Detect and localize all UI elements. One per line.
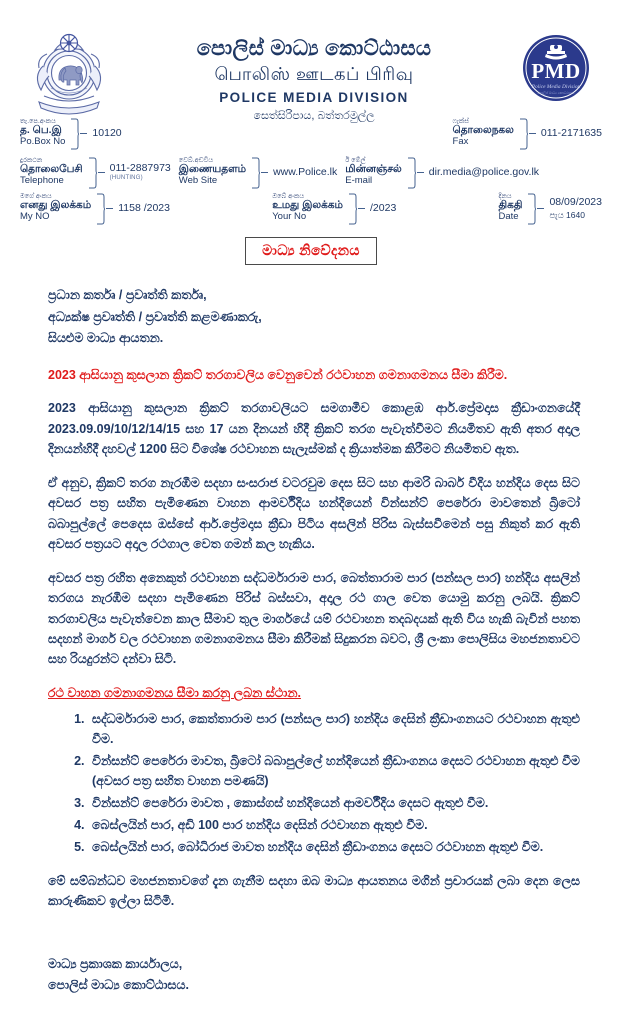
my-no-label-tamil: எனது இலக்கம் (20, 199, 92, 212)
addressee-line-2: අධ්‍යක්ෂ ප්‍රවෘත්ති / ප්‍රවෘත්ති කළමණාකරු, (48, 309, 262, 324)
reference-my-no (20, 193, 170, 223)
email-label-english: E-mail (345, 175, 373, 187)
header-address: සෙත්සිරිපාය, බත්තරමුල්ල (253, 110, 375, 123)
svg-text:PMD: PMD (531, 59, 581, 83)
list-item: 3. වින්සන්ට් පෙරේරා මාවත , කොස්ගස් හන්දියෙන් ආමර්වීදිය දෙසට ඇතුළු වීම. (88, 793, 580, 813)
paragraph-1: 2023 ආසියානු කුසලාන ක්‍රිකට් තරගාවලියට සමගාමීව කොළඹ ආර්.ප්‍රේමදාස ක්‍රීඩාංගනයේදී 2023.09.09/10/12/14/15 සහ 17 යන දිනයන් හිදී ක්‍රිකට් තරග පැවැත්වීමට නියමිතව ඇති අතර අදාල දිනයන්හිදී දහවල් 1200 සිට විශේෂ රථවාහන සැලැස්මක් ද ක්‍රියාත්මක කිරීමට නියමිතව ඇත. (48, 401, 580, 456)
title-sinhala: පොලිස් මාධ්‍ය කොට්ඨාසය (196, 37, 432, 60)
your-no-label-sinhala: ඔබේ අංකය (272, 193, 305, 201)
contact-email (345, 157, 539, 187)
brace-decoration (96, 193, 105, 223)
paragraph-2: ඒ අනුව, ක්‍රිකට් තරග නැරඹීම සදහා සංසරාජ වටරවුම දෙස සිට සහ ආමරි බාබර් වීදිය හන්දිය දෙස සිට අවසර පත්‍ර සහිත පැමිණෙන වාහන ආමර්වීදිය හන්දියෙන් වින්සන්ට් පෙරේරා මාවතෙන් බ්‍රිටෝ බබාපුල්ලේ පෙදෙස ඔස්සේ ආර්.ප්‍රේමදාස ක්‍රීඩා පිටිය අසලින් පිරිස බැස්සවීමෙන් පසු නිකුත් කර ඇති අවසර පත්‍රයට අදාල රථගාල වෙත ගමන් කල හැකිය. (48, 476, 580, 551)
website-label-english: Web Site (178, 175, 218, 187)
header-titles (112, 28, 516, 126)
restricted-places-list (48, 709, 580, 857)
list-item: 1. සද්ධර්මාරාම පාර, කෙත්තාරාම පාර (පන්සල පාර) හන්දිය දෙසින් ක්‍රීඩාංගනයට රථවාහන ඇතුළු වීම. (88, 709, 580, 749)
fax-label-sinhala: ෆැක්ස් (452, 118, 470, 126)
website-label-sinhala: වෙබ්.අඩවිය (178, 157, 214, 165)
date-label-sinhala: දිනය (498, 193, 512, 201)
date-value (549, 196, 602, 220)
date-time-text: පැය 1640 (549, 209, 585, 220)
brace-dash (358, 208, 365, 209)
sri-lanka-police-crest-icon (26, 28, 112, 120)
brace-dash (106, 208, 113, 209)
contact-row-2 (20, 157, 602, 187)
contact-telephone (20, 157, 171, 187)
addressee-block (48, 285, 580, 350)
email-label-tamil: மின்னஞ்சல் (345, 163, 402, 176)
places-heading-wrap (48, 669, 580, 703)
pobox-value: 10120 (92, 126, 122, 139)
contact-fax (453, 118, 602, 148)
signature-block (48, 954, 580, 997)
telephone-label-tamil: தொலைபேசி (20, 163, 83, 176)
your-no-value: /2023 (370, 201, 397, 214)
brace-decoration (407, 157, 416, 187)
my-no-label-sinhala: මගේ අංකය (20, 193, 52, 201)
signature-line-2: පොලිස් මාධ්‍ය කොට්ඨාසය. (48, 977, 189, 992)
fax-value: 011-2171635 (540, 126, 602, 139)
list-item: 5. බෙස්ලයින් පාර, බෝධිරාජ මාවත හන්දිය දෙසින් ක්‍රීඩාංගනය දෙසට රථවාහන ඇතුළු වීම. (88, 837, 580, 857)
brace-decoration (70, 118, 79, 148)
reference-your-no (272, 193, 396, 223)
telephone-value (110, 162, 171, 183)
reference-date (499, 193, 603, 223)
contact-website (179, 157, 337, 187)
date-text: 08/09/2023 (549, 196, 602, 209)
headline: 2023 ආසියානු කුසලාන ක්‍රිකට් තරගාවලිය වෙනුවෙන් රථවාහන ගමනාගමනය සීමා කිරීම. (48, 367, 508, 382)
reference-details (0, 191, 622, 223)
pobox-label-tamil: த. பெ.இ (20, 124, 62, 137)
telephone-label-english: Telephone (20, 175, 64, 187)
your-no-label-tamil: உமது இலக்கம் (272, 199, 344, 212)
brace-decoration (519, 118, 528, 148)
fax-label-tamil: தொலைநகல (452, 124, 514, 137)
svg-text:පොලිස් මාධ්‍ය කොට්ඨාසය: පොලිස් මාධ්‍ය කොට්ඨාසය (537, 91, 575, 95)
date-label-tamil: திகதி (498, 199, 523, 212)
media-release-badge-wrap (0, 237, 622, 265)
svg-text:Police Media Division: Police Media Division (531, 84, 581, 90)
document-body (0, 265, 622, 996)
pmd-logo-icon (516, 28, 596, 104)
addressee-line-3: සියළුම මාධ්‍ය ආයතන. (48, 331, 164, 345)
media-release-badge: මාධ්‍ය නිවේදනය (245, 237, 377, 265)
website-value[interactable]: www.Police.lk (273, 165, 338, 178)
pobox-label-english: Po.Box No (20, 136, 66, 148)
addressee-line-1: ප්‍රධාන කර්තෘ / ප්‍රවෘත්ති කර්තෘ, (48, 288, 207, 302)
website-label-tamil: இணையதளம் (178, 163, 247, 176)
reference-row (20, 193, 602, 223)
list-item: 4. බෙස්ලයින් පාර, අඩි 100 පාර හන්දිය දෙසින් රථවාහන ඇතුළු වීම. (88, 815, 580, 835)
brace-decoration (348, 193, 357, 223)
email-label-sinhala: ඊ මේල් (345, 157, 366, 165)
brace-dash (261, 172, 268, 173)
brace-dash (417, 172, 424, 173)
my-no-value: 1158 /2023 (118, 201, 170, 214)
title-tamil: பொலிஸ் ஊடகப் பிரிவு (214, 64, 414, 85)
telephone-label-sinhala: දුරකථන (20, 157, 43, 165)
brace-decoration (527, 193, 536, 223)
fax-label-english: Fax (452, 136, 469, 148)
brace-dash (98, 172, 105, 173)
places-heading: රථ වාහන ගමනාගමනය සීමා කරනු ලබන ස්ථාන. (48, 686, 301, 701)
signature-line-1: මාධ්‍ය ප්‍රකාශක කාර්යාලය, (48, 956, 183, 971)
brace-decoration (88, 157, 97, 187)
my-no-label-english: My NO (20, 211, 50, 223)
your-no-label-english: Your No (272, 211, 307, 223)
telephone-hunting-note: (HUNTING) (109, 175, 143, 182)
list-item: 2. වින්සන්ට් පෙරේරා මාවත, බ්‍රිටෝ බබාපුල්ලේ හන්දියෙන් ක්‍රීඩාංගනය දෙසට රථවාහන ඇතුළු වීම (අවසර පත්‍ර සහිත වාහන පමණයි) (88, 751, 580, 791)
email-value[interactable]: dir.media@police.gov.lk (428, 165, 540, 178)
contact-pobox (20, 118, 122, 148)
closing-paragraph: මේ සම්බන්ධව මහජනතාවගේ දැන ගැනීම සදහා ඔබ මාධ්‍ය ආයතනය මගින් ප්‍රචාරයක් ලබා දෙන ලෙස කාරුණිකව ඉල්ලා සිටිමි. (48, 874, 580, 909)
pobox-label-sinhala: තැ.පෙ.අංකය (20, 118, 56, 126)
paragraph-3: අවසර පත්‍ර රහිත අනෙකුත් රථවාහන සද්ධර්මාරාම පාර, බෙත්තාරාම පාර (පන්සල පාර) හන්දිය අසලින් තරගය නැරඹීම සදහා පැමිණෙන පිරිස් බස්සවා, අදාල රථ ගාල වෙත යොමු කරනු ලබයි. ක්‍රිකට් තරගාවලිය පැවැත්වෙන කාල සීමාව තුල මාර්ගයේ යම් රථවාහන තදබදයක් ඇති විය හැකි බැවින් පහත සදහන් මාර්ග වල රථවාහන ගමනාගමනය සීමා කිරීමක් සිදුකරන බවට, ශ්‍රී ලංකා පොලිසිය මහජනතාවට සහ රියදුරන්ට දන්වා සිටි. (48, 571, 580, 666)
telephone-number: 011-2887973 (109, 161, 171, 174)
brace-dash (80, 133, 87, 134)
date-label-english: Date (498, 211, 519, 223)
brace-decoration (251, 157, 260, 187)
title-english: POLICE MEDIA DIVISION (219, 89, 409, 105)
brace-dash (529, 133, 536, 134)
brace-dash (537, 208, 544, 209)
